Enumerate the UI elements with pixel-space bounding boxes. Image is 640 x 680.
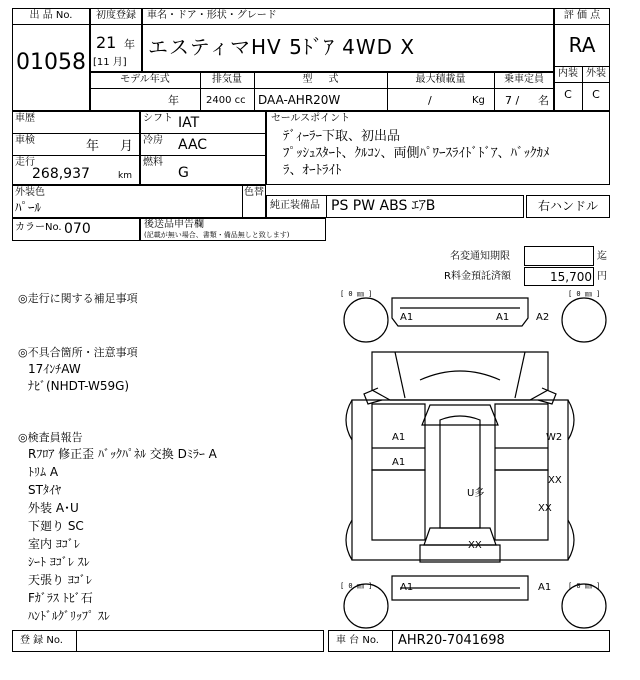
inspector-line-1: Rﾌﾛｱ 修正歪 ﾊﾞｯｸﾊﾟﾈﾙ 交換 Dﾐﾗｰ A	[28, 447, 217, 461]
max-load-unit: Kg	[472, 95, 485, 106]
left-rear-door	[372, 470, 425, 540]
shaken-month-unit: 月	[120, 139, 134, 154]
mark-right-door-front: W2	[546, 432, 563, 443]
model-year-unit: 年	[168, 94, 179, 107]
tire-label-rr: [ 0 ㎜ ]	[568, 582, 601, 590]
capacity-value: 7 /	[505, 94, 520, 107]
type-label: 型 式	[302, 74, 339, 85]
lot-number-label: 出 品 No.	[29, 10, 73, 21]
color-label: 外装色	[15, 187, 45, 198]
type-value: DAA-AHR20W	[258, 93, 341, 107]
mark-front-right: A2	[536, 312, 550, 323]
inspector-line-3: STﾀｲﾔ	[28, 483, 61, 497]
model-year-label: モデル年式	[120, 74, 170, 85]
chassis-number-label: 車 台 No.	[336, 635, 379, 646]
defect-item-2: ﾅﾋﾞ(NHDT-W59G)	[28, 379, 130, 393]
exterior-grade: C	[592, 88, 600, 101]
ac-value: AAC	[178, 137, 208, 153]
shaken-label: 車検	[15, 135, 35, 146]
body-outline	[352, 400, 568, 560]
first-registration-year: 21	[96, 33, 117, 52]
mark-front-left: A1	[400, 312, 414, 323]
steering-value: 右ハンドル	[537, 199, 598, 213]
history-label: 車歴	[15, 113, 35, 124]
deadline-unit: 迄	[597, 251, 607, 262]
mark-left-door-rear: A1	[392, 457, 406, 468]
mileage-label: 走行	[15, 157, 35, 168]
fuel-value: G	[178, 165, 189, 181]
inspector-line-2: ﾄﾘﾑ A	[28, 465, 59, 479]
deadline-label: 名変通知期限	[450, 251, 510, 262]
shift-label: シフト	[143, 113, 173, 124]
report-label: 後送品申告欄	[144, 219, 204, 230]
equipment-label: 純正装備品	[270, 200, 320, 211]
inspector-line-7: ｼｰﾄ ﾖｺﾞﾚ ｽﾚ	[28, 555, 90, 569]
car-name-label: 車名・ドア・形状・グレード	[147, 10, 277, 21]
sales-point-label: セールスポイント	[271, 113, 351, 124]
ac-label: 冷房	[143, 135, 163, 146]
chassis-number: AHR20-7041698	[398, 633, 505, 648]
roof	[440, 416, 480, 528]
tire-label-rl: [ 0 ㎜ ]	[340, 582, 373, 590]
mark-roof: U多	[467, 488, 485, 499]
inspector-line-10: ﾊﾝﾄﾞﾙｸﾞﾘｯﾌﾟ ｽﾚ	[28, 609, 110, 623]
interior-label: 内装	[558, 68, 578, 79]
tire-label-fl: [ 0 ㎜ ]	[340, 290, 373, 298]
tire-front-left	[344, 298, 388, 342]
recycle-label: R料金預託済額	[444, 271, 511, 282]
inspector-title: ◎検査員報告	[18, 431, 83, 444]
inspector-line-9: Fｶﾞﾗｽ ﾄﾋﾞ石	[28, 591, 93, 605]
max-load-value: /	[428, 94, 432, 107]
interior-grade: C	[564, 88, 572, 101]
equipment-value: PS PW ABS ｴｱB	[331, 198, 436, 214]
shift-value: IAT	[178, 115, 200, 131]
inspector-line-4: 外装 A･U	[28, 501, 79, 515]
max-load-label: 最大積載量	[415, 74, 466, 85]
right-front-door	[495, 404, 548, 470]
mileage-unit: km	[118, 171, 132, 181]
rear-window	[424, 528, 496, 545]
rating-value: RA	[568, 33, 596, 57]
sales-point-line-1: ﾃﾞｨｰﾗｰ下取、初出品	[283, 129, 401, 144]
registration-number-label: 登 録 No.	[20, 635, 63, 646]
exterior-label: 外装	[586, 68, 606, 79]
mark-right-rear-1: XX	[548, 475, 562, 486]
first-registration-label: 初度登録	[96, 10, 136, 21]
car-name: エスティマHV 5ﾄﾞｱ 4WD X	[148, 35, 416, 59]
tire-rear-right	[562, 584, 606, 628]
recycle-value: 15,700	[550, 270, 592, 284]
displacement-label: 排気量	[212, 74, 242, 85]
capacity-unit: 名	[538, 94, 549, 107]
color-number-label: カラーNo.	[15, 222, 62, 233]
recycle-unit: 円	[597, 271, 607, 282]
windshield	[422, 405, 498, 425]
capacity-label: 乗車定員	[504, 74, 544, 85]
report-note: (記載が無い場合、書類・備品無しと致します)	[144, 231, 290, 239]
inspector-line-5: 下廻り SC	[28, 519, 84, 533]
color-number: 070	[64, 221, 91, 237]
mileage-value: 268,937	[32, 166, 90, 182]
color-value: ﾊﾟｰﾙ	[15, 201, 41, 216]
displacement: 2400 cc	[206, 95, 246, 106]
fuel-label: 燃料	[143, 157, 163, 168]
shaken-year-unit: 年	[86, 139, 100, 154]
inspector-line-6: 室内 ﾖｺﾞﾚ	[28, 537, 80, 551]
mark-tailgate: XX	[468, 540, 482, 551]
rating-label: 評 価 点	[563, 10, 601, 21]
defects-title: ◎不具合箇所・注意事項	[18, 346, 138, 359]
first-registration-month: [11 月]	[93, 57, 127, 68]
sales-point-line-3: ﾗ、ｵｰﾄﾗｲﾄ	[283, 163, 342, 178]
inspector-line-8: 天張り ﾖｺﾞﾚ	[28, 573, 92, 587]
hood	[372, 352, 548, 400]
sales-point-line-2: ﾌﾟｯｼｭｽﾀｰﾄ、ｸﾙｺﾝ、両側ﾊﾟﾜｰｽﾗｲﾄﾞﾄﾞｱ、ﾊﾞｯｸｶﾒ	[283, 146, 550, 161]
tire-rear-left	[344, 584, 388, 628]
tire-front-right	[562, 298, 606, 342]
year-unit: 年	[124, 38, 135, 51]
color-change-label: 色替	[244, 187, 264, 198]
tire-label-fr: [ 0 ㎜ ]	[568, 290, 601, 298]
mark-right-rear-2: XX	[538, 503, 552, 514]
defect-item-1: 17ｲﾝﾁAW	[28, 362, 81, 376]
mark-front-mid: A1	[496, 312, 510, 323]
mark-left-door-front: A1	[392, 432, 406, 443]
lot-number: 01058	[16, 50, 86, 75]
mark-rear-right: A1	[538, 582, 552, 593]
driving-notes-title: ◎走行に関する補足事項	[18, 292, 138, 305]
mark-rear-left: A1	[400, 582, 414, 593]
